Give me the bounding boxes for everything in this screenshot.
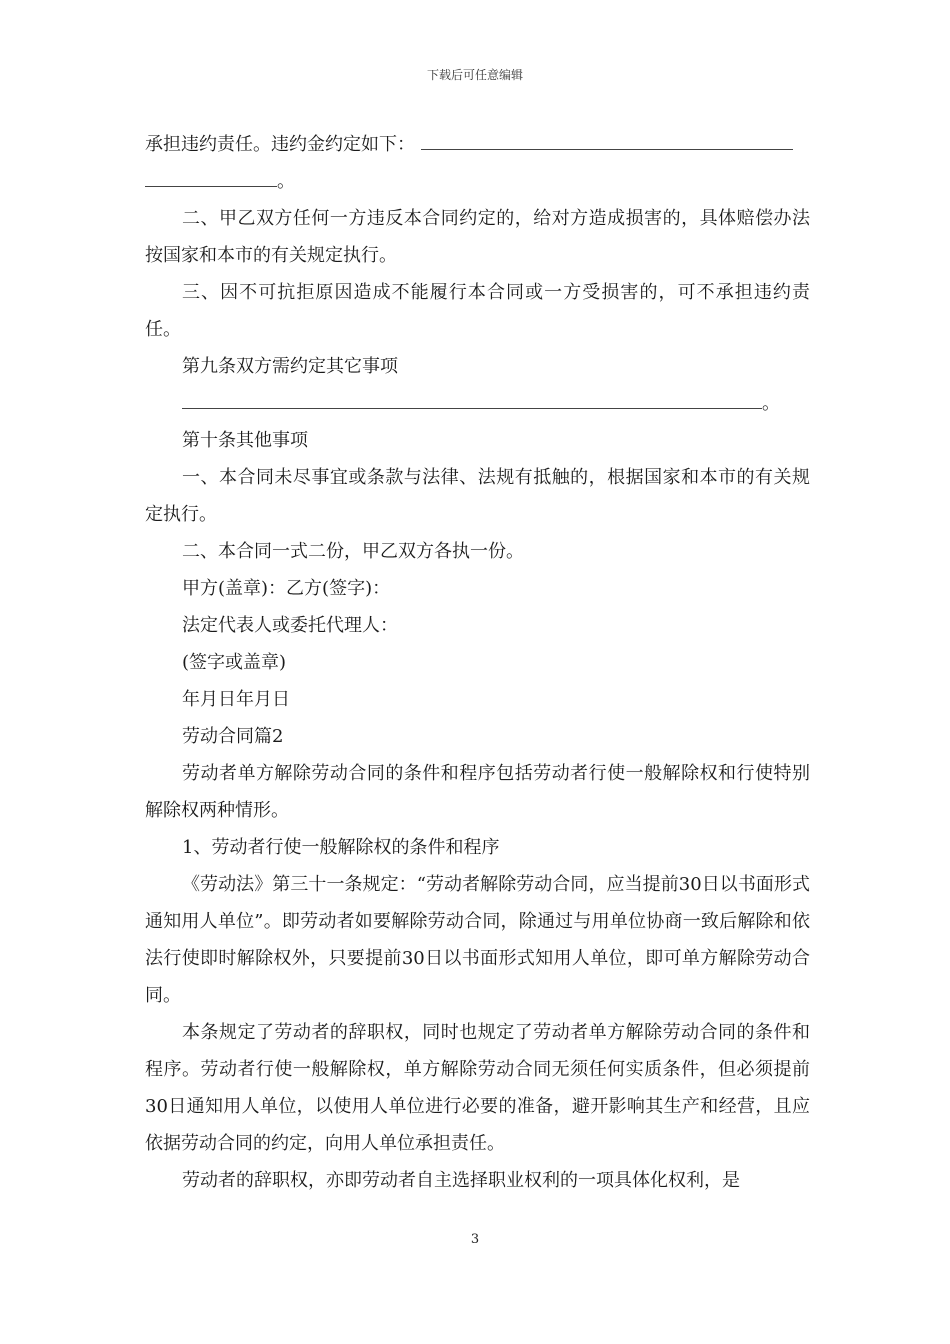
paragraph-resignation-right: 本条规定了劳动者的辞职权，同时也规定了劳动者单方解除劳动合同的条件和程序。劳动者行使一般解除权，单方解除劳动合同无须任何实质条件，但必须提前30日通知用人单位，以使用人单位进行必要的准备，避开影响其生产和经营，且应依据劳动合同的约定，向用人单位承担责任。 <box>145 1022 810 1154</box>
paragraph-labor-law-article-31: 《劳动法》第三十一条规定：“劳动者解除劳动合同，应当提前30日以书面形式通知用人单位”。即劳动者如要解除劳动合同，除通过与用单位协商一致后解除和依法行使即时解除权外，只要提前30日以书面形式知用人单位，即可单方解除劳动合同。 <box>145 874 810 1006</box>
article-10-heading: 第十条其他事项 <box>182 430 308 451</box>
paragraph-other-matters-blank <box>145 385 810 422</box>
page-header: 下载后可任意编辑 <box>426 68 523 82</box>
subsection-heading: 1、劳动者行使一般解除权的条件和程序 <box>182 837 500 858</box>
fill-in-blank <box>421 128 793 150</box>
document-body <box>145 126 810 1199</box>
paragraph-text: 。 <box>762 393 780 414</box>
paragraph-breach-liability <box>145 126 810 200</box>
fill-in-blank <box>145 165 277 187</box>
signature-parties: 甲方(盖章)：乙方(签字)： <box>182 578 391 599</box>
signature-representative: 法定代表人或委托代理人： <box>182 615 398 636</box>
page-number: 3 <box>470 1232 480 1247</box>
signature-dates: 年月日年月日 <box>182 689 290 710</box>
section-heading: 劳动合同篇2 <box>182 726 284 747</box>
article-9-heading: 第九条双方需约定其它事项 <box>182 356 398 377</box>
paragraph-text: 。 <box>277 171 295 192</box>
paragraph-copies: 二、本合同一式二份，甲乙双方各执一份。 <box>182 541 524 562</box>
paragraph-termination-intro: 劳动者单方解除劳动合同的条件和程序包括劳动者行使一般解除权和行使特别解除权两种情形。 <box>145 763 810 821</box>
paragraph-unresolved-matters: 一、本合同未尽事宜或条款与法律、法规有抵触的，根据国家和本市的有关规定执行。 <box>145 467 810 525</box>
paragraph-career-choice: 劳动者的辞职权，亦即劳动者自主选择职业权利的一项具体化权利，是 <box>182 1170 740 1191</box>
fill-in-blank <box>182 387 762 409</box>
paragraph-damages: 二、甲乙双方任何一方违反本合同约定的，给对方造成损害的，具体赔偿办法按国家和本市的有关规定执行。 <box>145 208 810 266</box>
signature-note: (签字或盖章) <box>182 652 287 673</box>
paragraph-text: 承担违约责任。违约金约定如下： <box>145 134 415 155</box>
paragraph-force-majeure: 三、因不可抗拒原因造成不能履行本合同或一方受损害的，可不承担违约责任。 <box>145 282 810 340</box>
